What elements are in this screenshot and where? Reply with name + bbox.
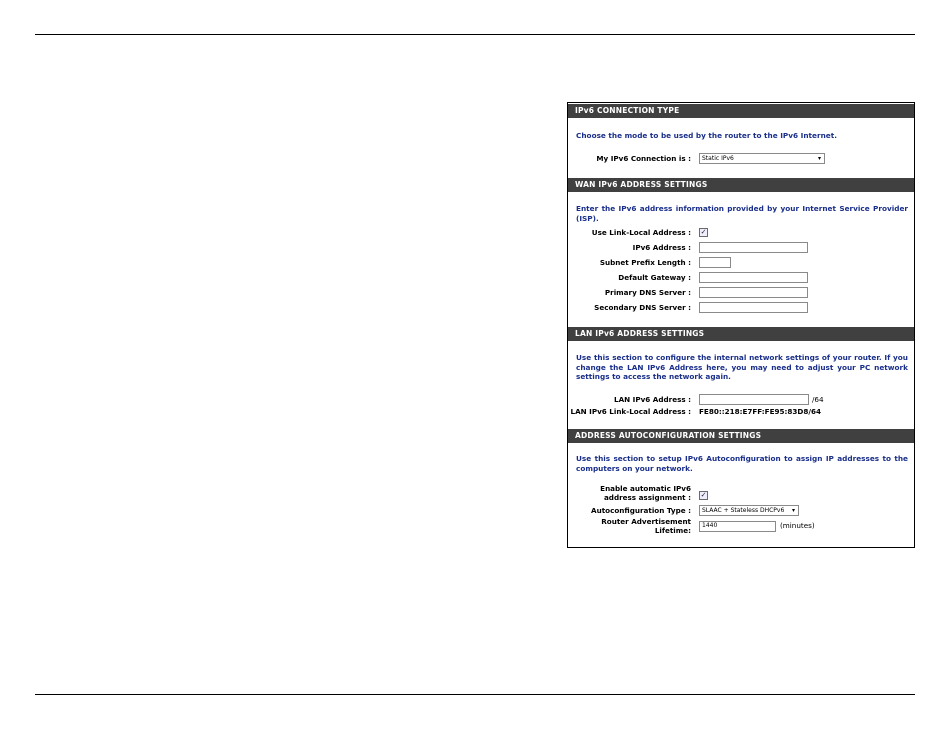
connection-type-label: My IPv6 Connection is :: [596, 154, 691, 163]
enable-autoconfig-label-line1: Enable automatic IPv6: [600, 484, 691, 493]
wan-description: Enter the IPv6 address information provided by your Internet Service Provider (ISP).: [576, 204, 908, 223]
autoconfig-type-select[interactable]: [699, 505, 799, 516]
use-link-local-row: [568, 227, 914, 240]
lan-link-local-row: [568, 406, 914, 419]
connection-type-description: Choose the mode to be used by the router to the IPv6 Internet.: [576, 131, 837, 140]
lifetime-label-line2: Lifetime:: [654, 526, 691, 535]
top-rule: [35, 34, 915, 35]
connection-type-row: [568, 153, 914, 166]
ipv6-address-label: IPv6 Address :: [632, 243, 691, 252]
lan-link-local-value: FE80::218:E7FF:FE95:83D8/64: [699, 407, 821, 416]
secondary-dns-input[interactable]: [699, 302, 808, 313]
use-link-local-label: Use Link-Local Address :: [591, 228, 691, 237]
autoconfig-type-selected-value: SLAAC + Stateless DHCPv6: [702, 507, 785, 514]
lifetime-label-line1: Router Advertisement: [601, 517, 691, 526]
use-link-local-checkbox[interactable]: ✓: [700, 228, 707, 236]
autoconfig-type-label: Autoconfiguration Type :: [591, 506, 691, 515]
autoconfig-description: Use this section to setup IPv6 Autoconfiguration to assign IP addresses to the computers on your network.: [576, 454, 908, 473]
ipv6-address-input[interactable]: [699, 242, 808, 253]
default-gateway-input[interactable]: [699, 272, 808, 283]
subnet-prefix-label: Subnet Prefix Length :: [599, 258, 691, 267]
lan-description: Use this section to configure the internal network settings of your router. If you change the LAN IPv6 Address here, you may need to adjust your PC network settings to access the network again.: [576, 353, 908, 381]
connection-type-select[interactable]: [699, 153, 825, 164]
enable-autoconfig-label-line2: address assignment :: [603, 493, 691, 502]
subnet-prefix-row: [568, 257, 914, 270]
ipv6-address-row: [568, 242, 914, 255]
subnet-prefix-input[interactable]: [699, 257, 731, 268]
lan-prefix-suffix: /64: [812, 395, 824, 404]
secondary-dns-row: [568, 302, 914, 315]
primary-dns-input[interactable]: [699, 287, 808, 298]
lifetime-suffix: (minutes): [780, 521, 815, 530]
connection-type-header: IPv6 CONNECTION TYPE: [568, 104, 914, 118]
default-gateway-row: [568, 272, 914, 285]
lifetime-input[interactable]: 1440: [699, 521, 776, 532]
dropdown-arrow-icon: ▾: [791, 507, 795, 514]
dropdown-arrow-icon: ▾: [817, 155, 821, 162]
lan-header: LAN IPv6 ADDRESS SETTINGS: [568, 327, 914, 341]
default-gateway-label: Default Gateway :: [618, 273, 691, 282]
primary-dns-label: Primary DNS Server :: [604, 288, 691, 297]
wan-header: WAN IPv6 ADDRESS SETTINGS: [568, 178, 914, 192]
ipv6-settings-panel: [567, 102, 915, 548]
enable-autoconfig-row: [568, 485, 914, 505]
lifetime-row: [568, 518, 914, 538]
secondary-dns-label: Secondary DNS Server :: [594, 303, 691, 312]
primary-dns-row: [568, 287, 914, 300]
lan-address-label: LAN IPv6 Address :: [614, 395, 691, 404]
connection-type-selected-value: Static IPv6: [702, 155, 734, 162]
bottom-rule: [35, 694, 915, 695]
lan-link-local-label: LAN IPv6 Link-Local Address :: [570, 407, 691, 416]
enable-autoconfig-checkbox[interactable]: ✓: [700, 491, 707, 499]
lan-address-input[interactable]: [699, 394, 809, 405]
autoconfig-header: ADDRESS AUTOCONFIGURATION SETTINGS: [568, 429, 914, 443]
